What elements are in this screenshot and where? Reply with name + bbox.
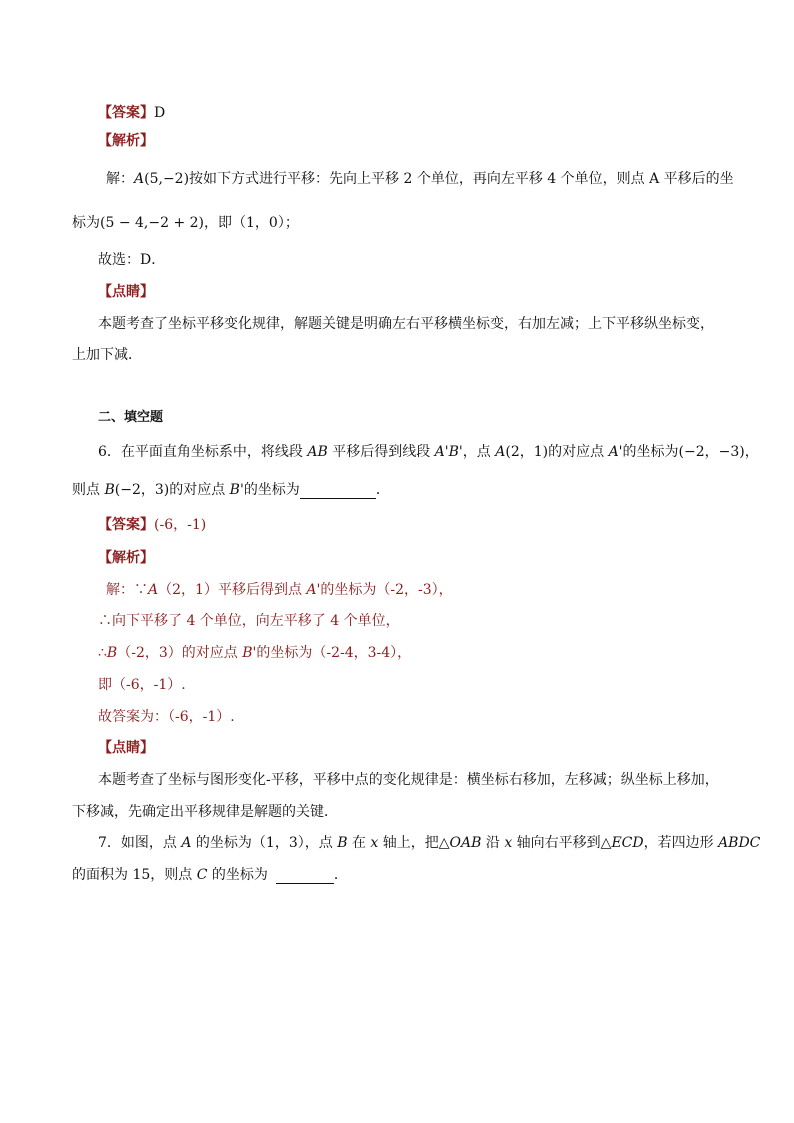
answer-value: D xyxy=(154,105,166,121)
q5-solution-line2: 标为(5 − 4,−2 + 2)，即（1，0）； xyxy=(72,215,299,231)
q5-comment-line2: 上加下减． xyxy=(72,347,142,363)
q5-solution-line1: 解：A(5,−2)按如下方式进行平移：先向上平移 2 个单位，再向左平移 4 个单位，则点 A 平移后的坐 xyxy=(106,171,734,187)
q6-analysis-label: 【解析】 xyxy=(98,550,154,566)
q5-answer xyxy=(98,104,165,122)
section-title: 二、填空题 xyxy=(98,410,164,425)
q6-answer: 【答案】(-6，-1) xyxy=(98,517,207,533)
answer-blank xyxy=(276,869,334,884)
q6-comment-line2: 下移减，先确定出平移规律是解题的关键． xyxy=(72,804,338,820)
q5-analysis-label: 【解析】 xyxy=(98,133,154,149)
q6-question-line2: 则点 B(−2，3)的对应点 B'的坐标为 ． xyxy=(72,482,390,498)
q7-question-line1: 7．如图，点 A 的坐标为（1，3），点 B 在 x 轴上，把△OAB 沿 x 轴向右平移到△ECD，若四边形 ABDC xyxy=(98,835,761,851)
answer-label: 【答案】 xyxy=(98,105,154,121)
q5-comment-label: 【点睛】 xyxy=(98,284,154,300)
q5-choice: 故选：D． xyxy=(98,252,166,268)
q6-solution-line1: 解：∵A（2，1）平移后得到点 A'的坐标为（-2，-3）， xyxy=(106,582,453,598)
q5-comment-line1: 本题考查了坐标平移变化规律，解题关键是明确左右平移横坐标变，右加左减；上下平移纵坐标变， xyxy=(98,316,714,332)
q7-question-line2: 的面积为 15，则点 C 的坐标为 ． xyxy=(72,867,348,883)
answer-blank xyxy=(300,484,376,499)
q6-comment-label: 【点睛】 xyxy=(98,740,154,756)
q6-comment-line1: 本题考查了坐标与图形变化-平移，平移中点的变化规律是：横坐标右移加，左移减；纵坐标上移加， xyxy=(98,772,719,788)
q6-solution-line5: 故答案为：（-6，-1）. xyxy=(98,709,235,725)
q6-solution-line2: ∴向下平移了 4 个单位，向左平移了 4 个单位， xyxy=(98,613,400,629)
q6-solution-line4: 即（-6，-1）. xyxy=(98,677,186,693)
q6-question-line1: 6．在平面直角坐标系中，将线段 AB 平移后得到线段 A'B'，点 A(2，1)的对应点 A'的坐标为(−2，−3)， xyxy=(98,444,759,460)
q6-solution-line3: ∴B（-2，3）的对应点 B'的坐标为（-2-4，3-4）， xyxy=(98,645,412,661)
